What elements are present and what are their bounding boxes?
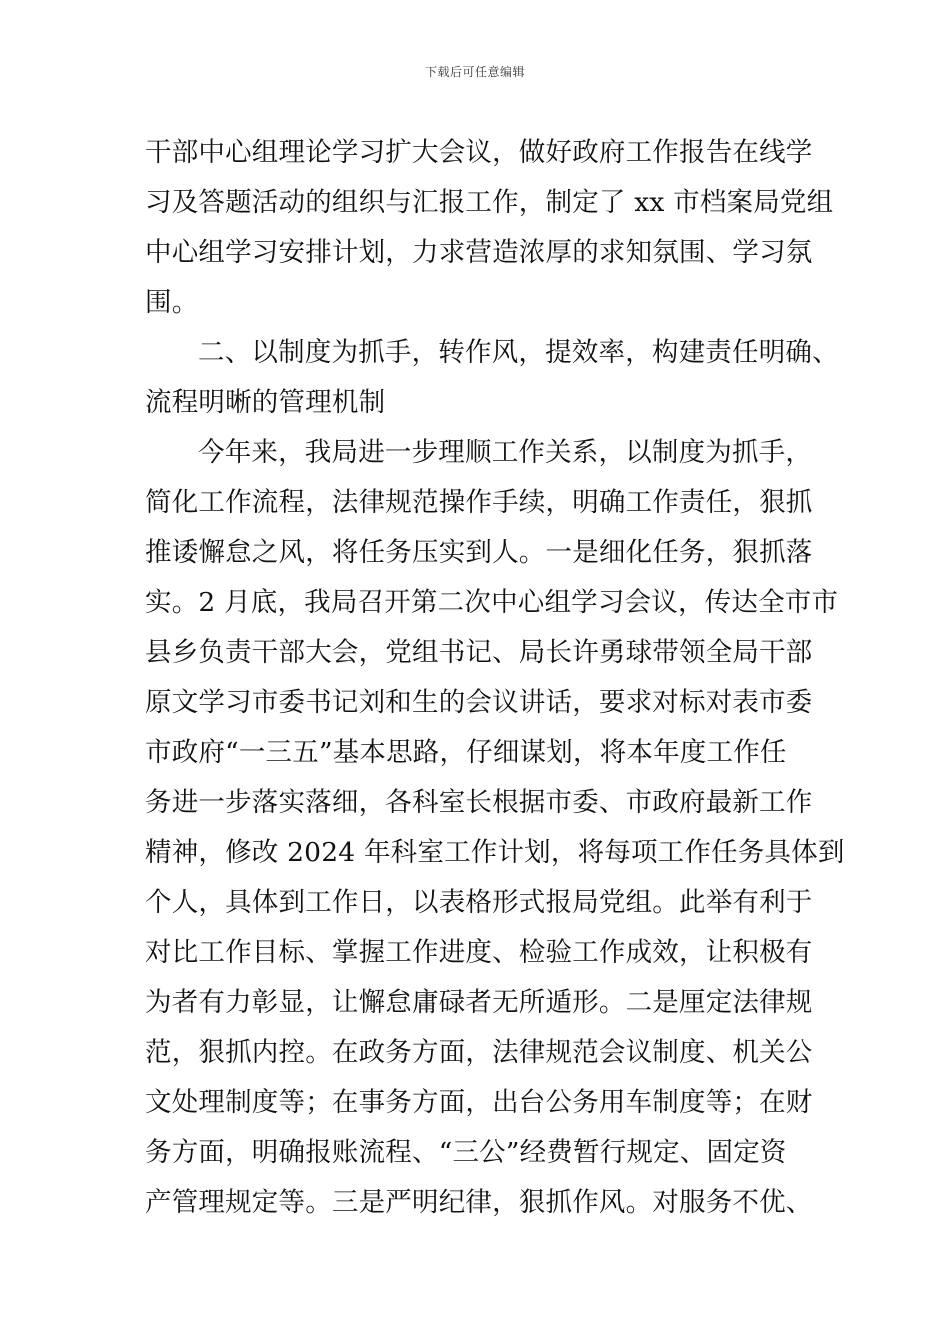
text-line: 范，狠抓内控。在政务方面，法律规范会议制度、机关公: [145, 1037, 813, 1068]
text-line: 为者有力彰显，让懈怠庸碌者无所遁形。二是厘定法律规: [145, 987, 813, 1018]
text-line: 县乡负责干部大会，党组书记、局长许勇球带领全局干部: [145, 637, 813, 668]
text-line: 简化工作流程，法律规范操作手续，明确工作责任，狠抓: [145, 487, 813, 518]
text-line: 务方面，明确报账流程、“三公”经费暂行规定、固定资: [145, 1137, 787, 1168]
text-line: 个人，具体到工作日，以表格形式报局党组。此举有利于: [145, 887, 813, 918]
section-heading-line: 流程明晰的管理机制: [145, 387, 386, 418]
text-line: 产管理规定等。三是严明纪律，狠抓作风。对服务不优、: [145, 1187, 813, 1218]
text-line: 实。2 月底，我局召开第二次中心组学习会议，传达全市市: [145, 587, 839, 618]
section-heading-line: 二、以制度为抓手，转作风，提效率，构建责任明确、: [198, 337, 839, 368]
text-line: 围。: [145, 287, 199, 318]
text-line: 文处理制度等；在事务方面，出台公务用车制度等；在财: [145, 1087, 813, 1118]
text-line: 务进一步落实落细，各科室长根据市委、市政府最新工作: [145, 787, 813, 818]
page-header: 下载后可任意编辑: [424, 65, 525, 79]
text-line: 中心组学习安排计划，力求营造浓厚的求知氛围、学习氛: [145, 237, 813, 268]
text-line: 今年来，我局进一步理顺工作关系，以制度为抓手，: [198, 437, 813, 468]
text-line: 精神，修改 2024 年科室工作计划，将每项工作任务具体到: [145, 837, 845, 868]
text-line: 干部中心组理论学习扩大会议，做好政府工作报告在线学: [145, 137, 813, 168]
text-line: 对比工作目标、掌握工作进度、检验工作成效，让积极有: [145, 937, 813, 968]
text-line: 习及答题活动的组织与汇报工作，制定了 xx 市档案局党组: [145, 187, 834, 218]
text-line: 原文学习市委书记刘和生的会议讲话，要求对标对表市委: [145, 687, 813, 718]
document-body: [145, 128, 845, 1228]
text-line: 市政府“一三五”基本思路，仔细谋划，将本年度工作任: [145, 737, 787, 768]
text-line: 推诿懈怠之风，将任务压实到人。一是细化任务，狠抓落: [145, 537, 813, 568]
